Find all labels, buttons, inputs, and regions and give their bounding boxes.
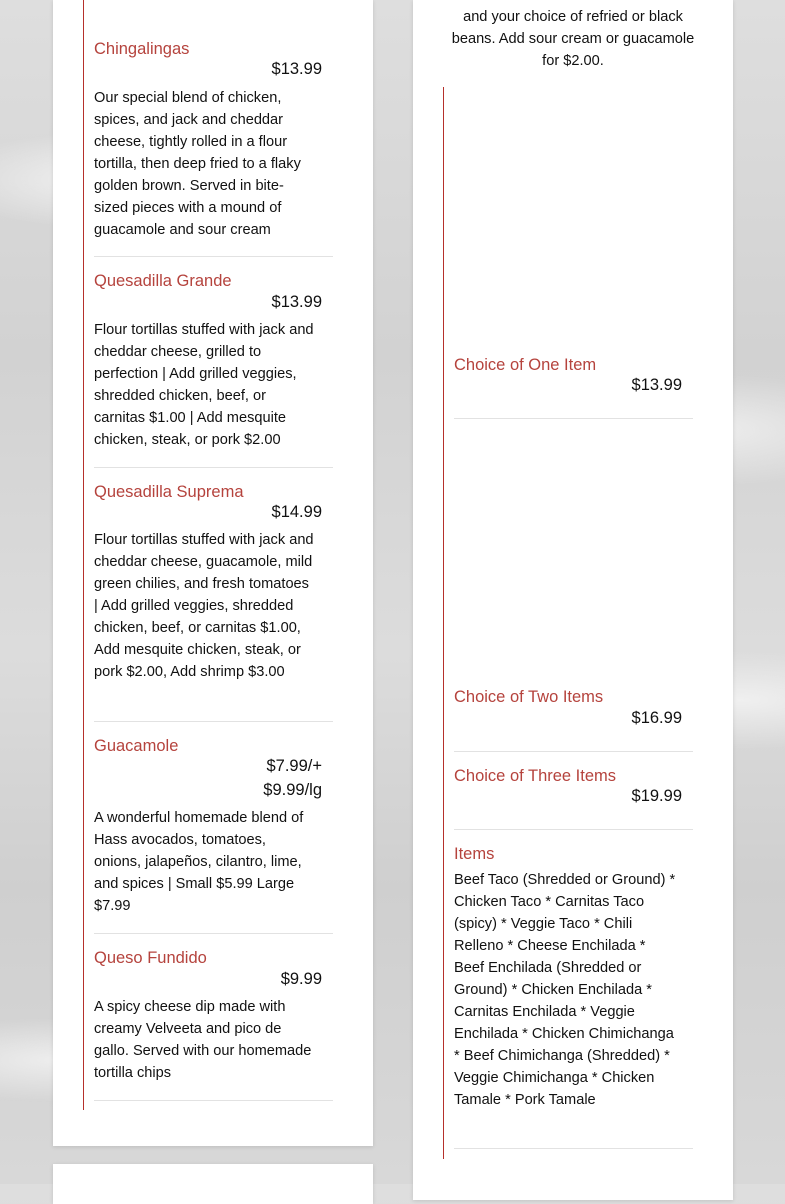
item-description: Flour tortillas stuffed with jack and cheddar cheese, guacamole, mild green chilies, and fresh tomatoes | Add grilled veggies, shredded chicken, beef, or carnitas $1.00, Add mesquite chicken, steak, or pork $2.00, Add shrimp $3.00 [94,532,314,680]
section-intro-text: and your choice of refried or black beans. Add sour cream or guacamole for $2.00. [451,9,695,69]
item-divider [94,1100,333,1101]
item-title[interactable]: Choice of One Item [454,356,597,374]
item-divider [454,751,693,752]
item-price: $13.99 [631,376,682,394]
item-divider [454,1148,693,1149]
item-price: $13.99 [271,60,322,78]
item-price: $14.99 [271,503,322,521]
item-divider [454,829,693,830]
item-title[interactable]: Choice of Two Items [454,688,604,706]
item-title[interactable]: Chingalingas [94,40,190,58]
item-divider [94,256,333,257]
item-description: Flour tortillas stuffed with jack and cheddar cheese, grilled to perfection | Add grilled veggies, shredded chicken, beef, or carnitas $1.00 | Add mesquite chicken, steak, or pork $2.00 [94,322,314,448]
item-price-large: $9.99/lg [263,781,322,799]
item-title[interactable]: Quesadilla Suprema [94,483,244,501]
item-divider [94,721,333,722]
section-accent-line [443,87,444,1159]
item-price: $13.99 [271,293,322,311]
item-title[interactable]: Quesadilla Grande [94,272,232,290]
item-title[interactable]: Queso Fundido [94,949,207,967]
item-divider [454,418,693,419]
section-accent-line [83,0,84,1110]
item-title[interactable]: Guacamole [94,737,179,755]
item-price: $19.99 [631,787,682,805]
item-price: $9.99 [280,970,322,988]
item-price: $16.99 [631,709,682,727]
item-description: Our special blend of chicken, spices, and jack and cheddar cheese, tightly rolled in a flour tortilla, then deep fried to a flaky golden brown. Served in bite-sized pieces with a mound of guacamole and sour cream [94,90,301,238]
item-title[interactable]: Items [454,845,495,863]
item-description: Beef Taco (Shredded or Ground) * Chicken Taco * Carnitas Taco (spicy) * Veggie Taco * Chili Relleno * Cheese Enchilada * Beef Enchilada (Shredded or Ground) * Chicken Enchilada * Carnitas Enchilada * Veggie Enchilada * Chicken Chimichanga * Beef Chimichanga (Shredded) * Veggie Chimichanga * Chicken Tamale * Pork Tamale [454,872,676,1108]
item-description: A spicy cheese dip made with creamy Velveeta and pico de gallo. Served with our homemade tortilla chips [94,999,312,1081]
item-divider [94,933,333,934]
menu-card-next [53,1164,373,1204]
item-price: $7.99/+ [266,757,322,775]
item-divider [94,467,333,468]
item-title[interactable]: Choice of Three Items [454,767,617,785]
item-description: A wonderful homemade blend of Hass avocados, tomatoes, onions, jalapeños, cilantro, lime, and spices | Small $5.99 Large $7.99 [94,810,304,914]
